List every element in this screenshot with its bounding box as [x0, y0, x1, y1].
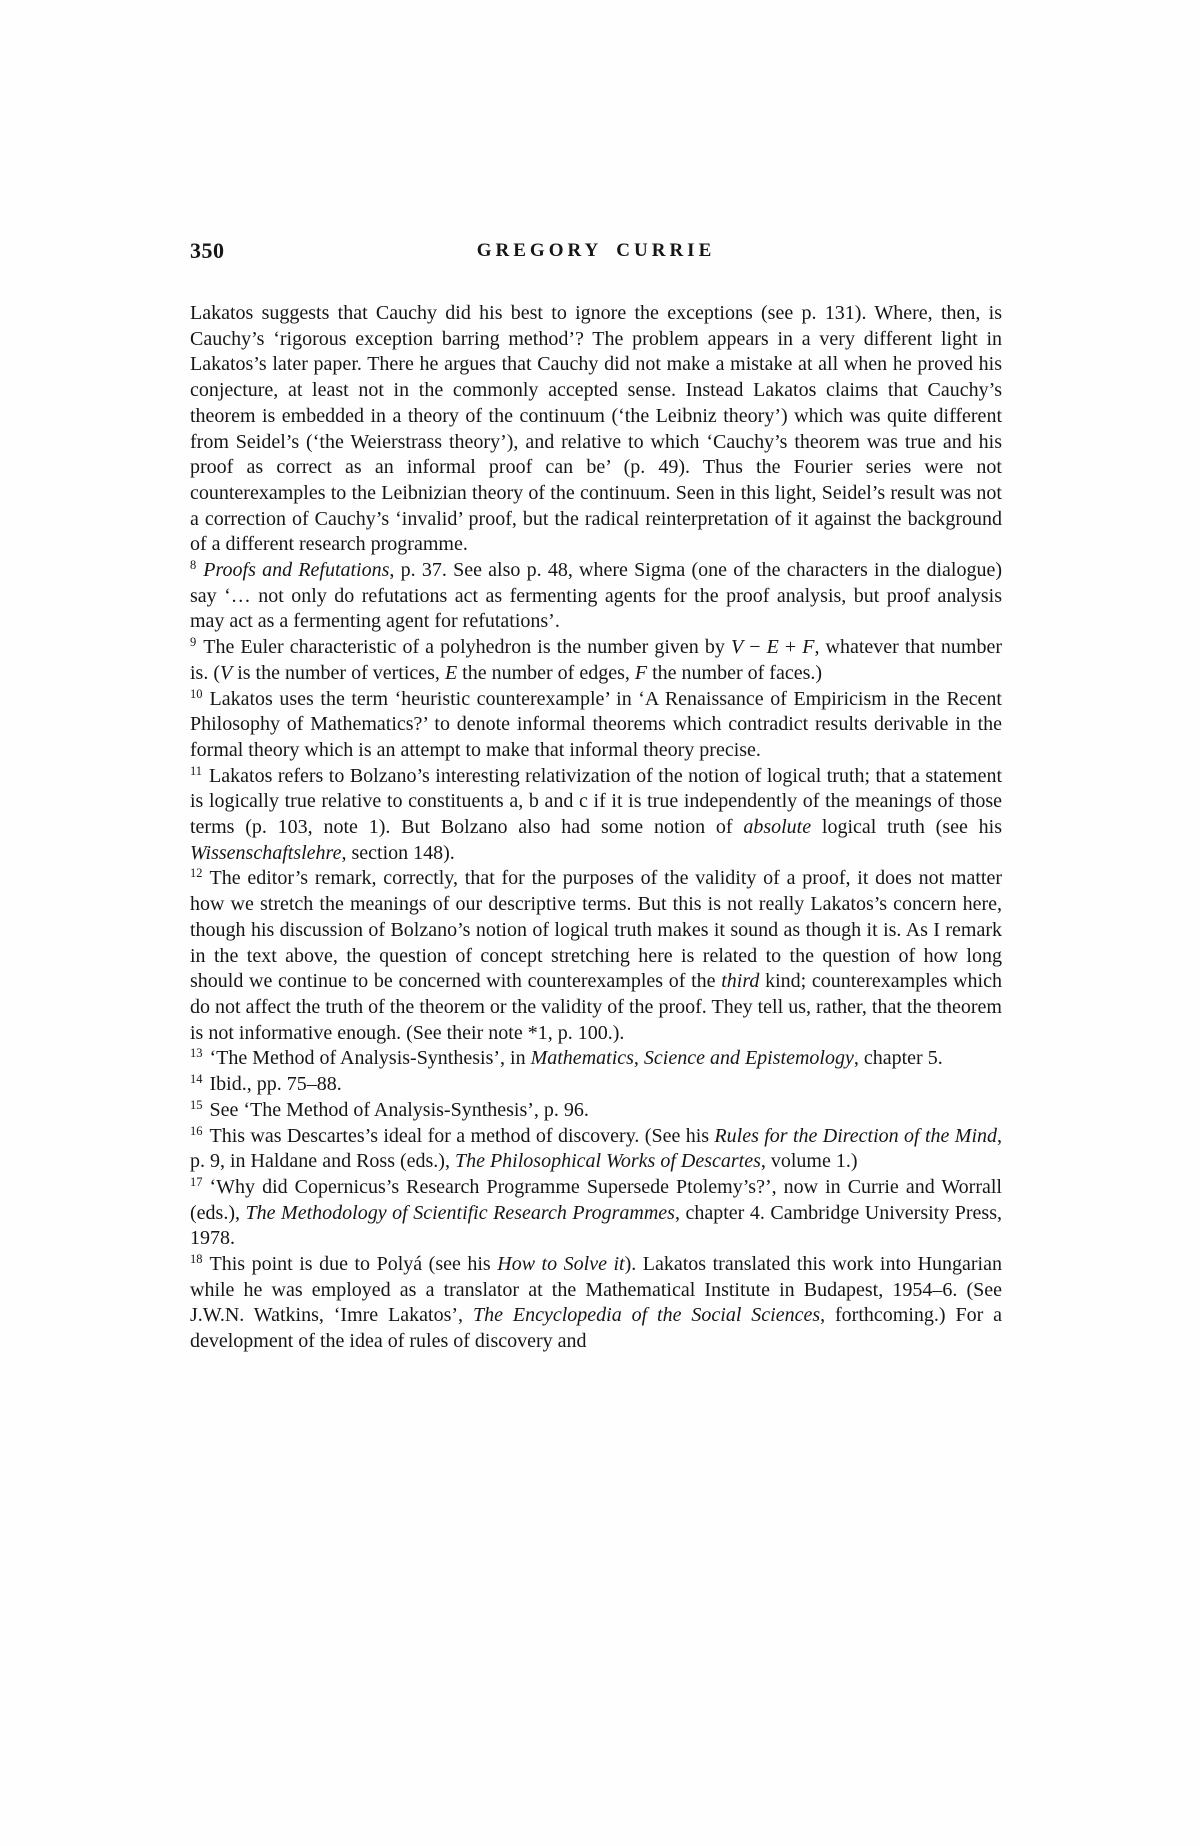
text-segment: Lakatos refers to Bolzano’s interesting relativization of the notion of logical truth; that a statement is logically true relative to constituents a, b and c if it is true independently of the meanings of those terms (p. 103, note 1). But Bolzano also had some notion of — [190, 764, 1002, 839]
italic-text-segment: Proofs and Refutations — [203, 559, 390, 582]
text-segment: , chapter 5. — [853, 1047, 943, 1070]
footnote-14 — [190, 1072, 1002, 1098]
italic-text-segment: third — [721, 970, 760, 993]
italic-text-segment: The Philosophical Works of Descartes — [454, 1150, 761, 1173]
footnote-17 — [190, 1175, 1002, 1252]
footnote-marker: 18 — [190, 1252, 203, 1267]
text-segment: , forthcoming.) For a development of the idea of rules of discovery and — [190, 1304, 1003, 1353]
text-segment: Lakatos uses the term ‘heuristic counterexample’ in ‘A Renaissance of Empiricism in the Recent Philosophy of Mathematics?’ to denote informal theorems which contradict results derivable in the formal theory which is an attempt to make that informal theory precise. — [190, 687, 1002, 761]
footnote-10 — [190, 687, 1002, 764]
footnote-12 — [190, 866, 1002, 1046]
italic-text-segment: E — [766, 636, 779, 659]
text-segment: The Euler characteristic of a polyhedron is the number given by — [203, 636, 731, 659]
italic-text-segment: F — [634, 661, 648, 684]
text-segment: This point is due to Polyá (see his — [209, 1253, 498, 1276]
footnote-marker: 10 — [190, 686, 203, 701]
footnote-marker: 17 — [190, 1174, 203, 1189]
italic-text-segment: absolute — [743, 816, 812, 839]
italic-text-segment: The Methodology of Scientific Research Programmes — [245, 1201, 675, 1224]
text-segment: ‘The Method of Analysis-Synthesis’, in — [209, 1047, 531, 1070]
text-segment: This was Descartes’s ideal for a method of discovery. (See his — [209, 1124, 715, 1147]
text-segment: logical truth (see his — [811, 816, 1002, 839]
italic-text-segment: V — [730, 636, 744, 659]
italic-text-segment: E — [444, 661, 458, 684]
text-segment: − — [743, 636, 767, 659]
footnote-11 — [190, 764, 1002, 867]
footnote-13 — [190, 1046, 1002, 1072]
text-segment: , chapter 4. Cambridge University Press, 1978. — [190, 1201, 1002, 1250]
text-segment: , p. 9, in Haldane and Ross (eds.), — [190, 1124, 1002, 1173]
text-segment: kind; counterexamples which do not affect the truth of the theorem or the validity of the proof. They tell us, rather, that the theorem is not informative enough. (See their note *1, p. 100.). — [190, 970, 1002, 1044]
text-segment: , volume 1.) — [760, 1150, 858, 1173]
running-title: GREGORY CURRIE — [476, 240, 716, 261]
italic-text-segment: V — [220, 661, 233, 684]
italic-text-segment: How to Solve it — [497, 1253, 625, 1276]
italic-text-segment: Rules for the Direction of the Mind — [714, 1124, 997, 1147]
text-block — [190, 301, 1002, 1355]
footnote-16 — [190, 1124, 1002, 1175]
footnote-marker: 9 — [190, 635, 197, 650]
footnote-marker: 16 — [190, 1123, 203, 1138]
text-segment: Ibid., pp. 75–88. — [209, 1073, 342, 1096]
text-segment: ‘Why did Copernicus’s Research Programme Supersede Ptolemy’s?’, now in Currie and Worrall (eds.), — [190, 1175, 1002, 1224]
text-segment: the number of faces.) — [647, 661, 823, 684]
footnote-marker: 15 — [190, 1097, 203, 1112]
running-header — [190, 238, 1002, 268]
text-segment: , whatever that number is. ( — [190, 636, 1003, 684]
italic-text-segment: Mathematics, Science and Epistemology — [530, 1047, 854, 1070]
italic-text-segment: The Encyclopedia of the Social Sciences — [472, 1304, 821, 1327]
main-text-paragraph — [190, 301, 1002, 558]
italic-text-segment: Wissenschaftslehre — [190, 841, 342, 864]
text-segment: , p. 37. See also p. 48, where Sigma (one of the characters in the dialogue) say ‘… not only do refutations act as fermenting agents for the proof analysis, but proof analysis may act as a fermenting agent for refutations’. — [190, 559, 1003, 633]
footnote-9 — [190, 635, 1002, 686]
footnote-marker: 12 — [190, 866, 203, 881]
text-segment: , section 148). — [341, 841, 455, 864]
footnote-marker: 14 — [190, 1072, 203, 1087]
text-segment: + — [778, 636, 803, 659]
text-segment: ). Lakatos translated this work into Hungarian while he was employed as a translator at the Mathematical Institute in Budapest, 1954–6. (See J.W.N. Watkins, ‘Imre Lakatos’, — [190, 1253, 1002, 1327]
footnote-18 — [190, 1252, 1002, 1355]
text-segment: The editor’s remark, correctly, that for the purposes of the validity of a proof, it does not matter how we stretch the meanings of our descriptive terms. But this is not really Lakatos’s concern here, though his discussion of Bolzano’s notion of logical truth makes it sound as though it is. As I remark in the text above, the question of concept stretching here is related to the question of how long should we continue to be concerned with counterexamples of the — [190, 867, 1002, 993]
text-segment: See ‘The Method of Analysis-Synthesis’, p. 96. — [209, 1098, 589, 1121]
footnote-marker: 13 — [190, 1046, 203, 1061]
italic-text-segment: F — [802, 636, 815, 659]
footnote-8 — [190, 558, 1002, 635]
text-segment: Lakatos suggests that Cauchy did his best to ignore the exceptions (see p. 131). Where, then, is Cauchy’s ‘rigorous exception barring method’? The problem appears in a very different light in Lakatos’s later paper. There he argues that Cauchy did not make a mistake at all when he proved his conjecture, at least not in the commonly accepted sense. Instead Lakatos claims that Cauchy’s theorem is embedded in a theory of the continuum (‘the Leibniz theory’) which was quite different from Seidel’s (‘the Weierstrass theory’), and relative to which ‘Cauchy’s theorem was true and his proof as correct as an informal proof can be’ (p. 49). Thus the Fourier series were not counterexamples to the Leibnizian theory of the continuum. Seen in this light, Seidel’s result was not a correction of Cauchy’s ‘invalid’ proof, but the radical reinterpretation of it against the background of a different research programme. — [190, 302, 1002, 556]
footnote-marker: 11 — [190, 763, 203, 778]
footnote-15 — [190, 1098, 1002, 1124]
page-number: 350 — [190, 238, 225, 263]
text-segment: is the number of vertices, — [232, 661, 445, 684]
footnote-marker: 8 — [190, 558, 197, 573]
text-segment: the number of edges, — [457, 661, 635, 684]
